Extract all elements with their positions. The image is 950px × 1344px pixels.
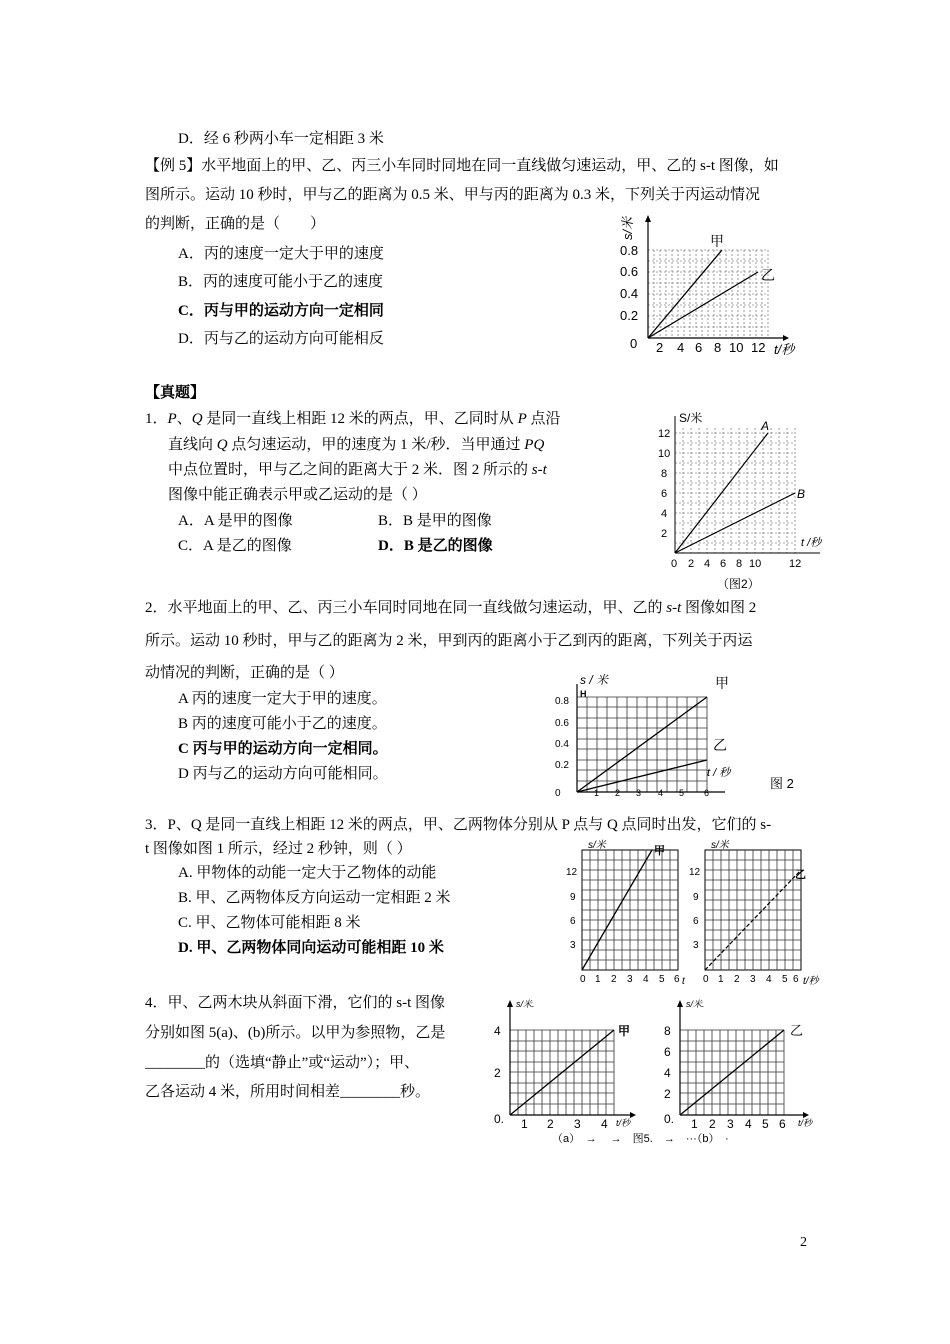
q3b-ytick: 3: [693, 940, 699, 951]
q1-option-a: A．A 是甲的图像: [178, 513, 293, 529]
ex5-option-d: D．丙与乙的运动方向可能相反: [178, 331, 384, 347]
q2-xtick: 6: [704, 788, 710, 798]
q4b-xtick: 2: [709, 1117, 716, 1131]
q4-line4: 乙各运动 4 米，所用时间相差________秒。: [145, 1084, 431, 1100]
q1-xtick: 2: [688, 558, 695, 570]
q2-xtick: 3: [636, 788, 642, 798]
ex5-option-a: A．丙的速度一定大于甲的速度: [178, 246, 384, 262]
q4a-xtick: 3: [574, 1117, 581, 1131]
q4a-ytick: 2: [494, 1066, 501, 1080]
q3b-label: 乙: [795, 869, 806, 881]
ex5-xlabel: t/秒: [774, 342, 795, 357]
q3a-ytick: 9: [570, 892, 576, 903]
q1-caption: （图2）: [717, 577, 760, 591]
q1-line2: 直线向 Q 点匀速运动，甲的速度为 1 米/秒．当甲通过 PQ: [168, 437, 545, 453]
q4a-label: 甲: [618, 1024, 631, 1038]
ex5-label-jia: 甲: [710, 233, 724, 249]
section-title: 【真题】: [145, 385, 206, 401]
q4b-xtick: 1: [691, 1117, 698, 1131]
q1-option-d: D．B 是乙的图像: [378, 538, 493, 554]
q2-option-c: C 丙与甲的运动方向一定相同。: [178, 741, 388, 757]
q3a-origin: 0: [580, 974, 586, 985]
q4b-xtick: 3: [727, 1117, 734, 1131]
ex5-xtick: 8: [714, 340, 722, 355]
q3a-ytick: 6: [570, 916, 576, 927]
q2-h-mark: H: [580, 689, 587, 699]
q3-option-c: C. 甲、乙物体可能相距 8 米: [178, 915, 361, 931]
q1-xtick: 10: [749, 558, 762, 570]
q3a-label: 甲: [654, 845, 665, 857]
q2-xtick: 5: [679, 788, 685, 798]
q3a-ytick: 12: [566, 867, 578, 878]
q3a-xtick: 4: [643, 974, 649, 985]
q4b-xlabel: t/秒: [798, 1118, 813, 1128]
q4-st-chart-a: [488, 995, 638, 1131]
q4a-line-jia: [510, 1030, 614, 1115]
q4-figure-caption: （a） → → 图5. → ···（b） ·: [552, 1133, 729, 1145]
q4-st-chart-b: [658, 995, 833, 1131]
q2-caption: 图 2: [770, 776, 794, 791]
q1-label-a: A: [761, 419, 770, 433]
q3b-xtick: 4: [766, 974, 772, 985]
q2-line-jia: [577, 697, 707, 792]
q3b-xtick: 6: [793, 974, 799, 985]
q2-xtick: 2: [615, 788, 621, 798]
q1-xtick: 4: [704, 558, 711, 570]
q4b-ytick: 4: [664, 1066, 671, 1080]
q4b-ytick: 8: [664, 1024, 671, 1038]
q1-xtick: 8: [736, 558, 743, 570]
q4a-xtick: 1: [521, 1117, 528, 1131]
q3-st-chart-jia: [560, 838, 690, 987]
q1-option-c: C．A 是乙的图像: [178, 538, 292, 554]
q2-line1: 2．水平地面上的甲、乙、丙三小车同时同地在同一直线做匀速运动，甲、乙的 s-t 图像如图 2: [145, 600, 757, 616]
q3b-xtick: 5: [782, 974, 788, 985]
q4a-xlabel: t/秒: [616, 1118, 631, 1128]
q2-origin: 0: [555, 788, 561, 799]
q4a-ylabel: s/米.: [516, 999, 535, 1009]
q1-option-b: B．B 是甲的图像: [378, 513, 492, 529]
q4a-ytick: 4: [494, 1024, 501, 1038]
ex5-option-b: B．丙的速度可能小于乙的速度: [178, 274, 384, 290]
q3-line1: 3．P、Q 是同一直线上相距 12 米的两点，甲、乙两物体分别从 P 点与 Q 点同时出发，它们的 s-: [145, 817, 772, 833]
q2-option-d: D 丙与乙的运动方向可能相同。: [178, 766, 388, 782]
q3-option-a: A. 甲物体的动能一定大于乙物体的动能: [178, 865, 437, 881]
q4-line1: 4．甲、乙两木块从斜面下滑，它们的 s-t 图像: [145, 995, 446, 1011]
q4b-ytick: 6: [664, 1045, 671, 1059]
q3a-ylabel: s/米: [588, 840, 606, 851]
q3-option-b: B. 甲、乙两物体反方向运动一定相距 2 米: [178, 890, 451, 906]
q3-st-chart-yi: [683, 838, 823, 987]
q2-xlabel: t / 秒: [707, 767, 731, 779]
q4a-xtick: 2: [547, 1117, 554, 1131]
q3b-xlabel: t/秒: [803, 976, 819, 987]
q4b-ylabel: s/米.: [686, 999, 705, 1009]
ex5-ytick: 0.4: [620, 286, 639, 301]
q1-xtick: 6: [720, 558, 727, 570]
ex5-line3: 的判断，正确的是（ ）: [145, 216, 326, 232]
ex5-xtick: 4: [677, 340, 685, 355]
q1-xlabel: t /秒: [801, 537, 822, 549]
q3b-ylabel: s/米: [711, 840, 729, 851]
q2-st-chart: [550, 672, 810, 800]
q1-ylabel: S/米: [679, 411, 703, 425]
q4b-label: 乙: [790, 1023, 804, 1038]
q4a-xtick: 4: [601, 1117, 608, 1131]
q4b-xtick: 4: [745, 1117, 752, 1131]
ex5-line2: 图所示。运动 10 秒时，甲与乙的距离为 0.5 米、甲与丙的距离为 0.3 米，下列关于丙运动情况: [145, 187, 761, 203]
q2-line2: 所示。运动 10 秒时，甲与乙的距离为 2 米，甲到丙的距离小于乙到丙的距离，下列关于丙运: [145, 633, 753, 649]
q4a-origin: 0.: [494, 1112, 505, 1126]
q1-label-b: B: [797, 487, 806, 501]
q3a-xtick: 3: [627, 974, 633, 985]
ex5-line-jia: [648, 250, 722, 338]
q4b-xtick: 6: [779, 1117, 786, 1131]
q1-ytick: 2: [661, 528, 668, 540]
ex5-label-yi: 乙: [761, 267, 775, 283]
q3b-ytick: 9: [693, 892, 699, 903]
q4-line2: 分别如图 5(a)、(b)所示。以甲为参照物，乙是: [145, 1025, 446, 1041]
q3b-ytick: 12: [689, 867, 701, 878]
ex5-line1: 【例 5】水平地面上的甲、乙、丙三小车同时同地在同一直线做匀速运动，甲、乙的 s-t 图像，如: [145, 158, 779, 174]
q4-line3: ________的（选填“静止”或“运动”）；甲、: [145, 1055, 420, 1071]
q3a-xtick: 6: [674, 974, 680, 985]
ex5-xtick: 2: [656, 340, 664, 355]
q1-st-chart: [655, 408, 835, 598]
q2-line3: 动情况的判断，正确的是（ ）: [145, 665, 344, 681]
ex5-ytick: 0.6: [620, 264, 639, 279]
ex5-ytick: 0.8: [620, 243, 639, 258]
ex5-st-chart: [618, 210, 818, 360]
q2-xtick: 4: [658, 788, 664, 798]
q2-option-a: A 丙的速度一定大于甲的速度。: [178, 691, 387, 707]
ex5-xtick: 10: [729, 340, 744, 355]
q3b-xtick: 3: [750, 974, 756, 985]
q2-ytick: 0.4: [555, 739, 569, 750]
q1-xtick: 12: [789, 558, 802, 570]
q2-xtick: 1: [594, 788, 600, 798]
q3b-origin: 0: [703, 974, 709, 985]
q1-line4: 图像中能正确表示甲或乙运动的是（ ）: [168, 487, 427, 503]
q1-line1: 1．P、Q 是同一直线上相距 12 米的两点，甲、乙同时从 P 点沿: [145, 411, 561, 427]
q4b-origin: 0.: [664, 1112, 675, 1126]
q2-ylabel: s / 米: [580, 673, 609, 687]
q4b-xtick: 5: [762, 1117, 769, 1131]
ex5-ylabel: s/米: [620, 216, 635, 240]
q3a-xtick: 1: [595, 974, 601, 985]
ex5-origin: 0: [630, 336, 638, 351]
q1-ytick: 6: [661, 488, 668, 500]
q3b-xtick: 2: [734, 974, 740, 985]
page-number: 2: [800, 1235, 807, 1250]
q2-option-b: B 丙的速度可能小于乙的速度。: [178, 716, 387, 732]
q2-ytick: 0.8: [555, 696, 569, 707]
q1-ytick: 8: [661, 468, 668, 480]
q1-ytick: 12: [658, 428, 671, 440]
q1-ytick: 4: [661, 508, 668, 520]
q4b-line-yi: [680, 1030, 784, 1115]
ex5-ytick: 0.2: [620, 308, 639, 323]
ex5-xtick: 12: [751, 340, 766, 355]
q3a-xtick: 5: [659, 974, 665, 985]
q4b-ytick: 2: [664, 1087, 671, 1101]
q1-origin: 0: [671, 558, 678, 570]
q3a-ytick: 3: [570, 940, 576, 951]
q3-option-d: D. 甲、乙两物体同向运动可能相距 10 米: [178, 940, 444, 956]
q3-line2: t 图像如图 1 所示，经过 2 秒钟，则（ ）: [145, 841, 412, 857]
option-d-prev: D．经 6 秒两小车一定相距 3 米: [178, 131, 384, 147]
q3b-ytick: 6: [693, 916, 699, 927]
ex5-option-c: C．丙与甲的运动方向一定相同: [178, 303, 384, 319]
ex5-xtick: 6: [695, 340, 703, 355]
q2-ytick: 0.2: [555, 760, 569, 771]
q3a-xtick: 2: [611, 974, 617, 985]
q1-ytick: 10: [658, 448, 671, 460]
q1-line3: 中点位置时，甲与乙之间的距离大于 2 米．图 2 所示的 s-t: [168, 462, 547, 478]
q2-label-yi: 乙: [713, 737, 727, 753]
q2-ytick: 0.6: [555, 718, 569, 729]
q3a-xlabel: t: [682, 976, 685, 987]
q3b-xtick: 1: [718, 974, 724, 985]
q2-label-jia: 甲: [715, 675, 729, 691]
